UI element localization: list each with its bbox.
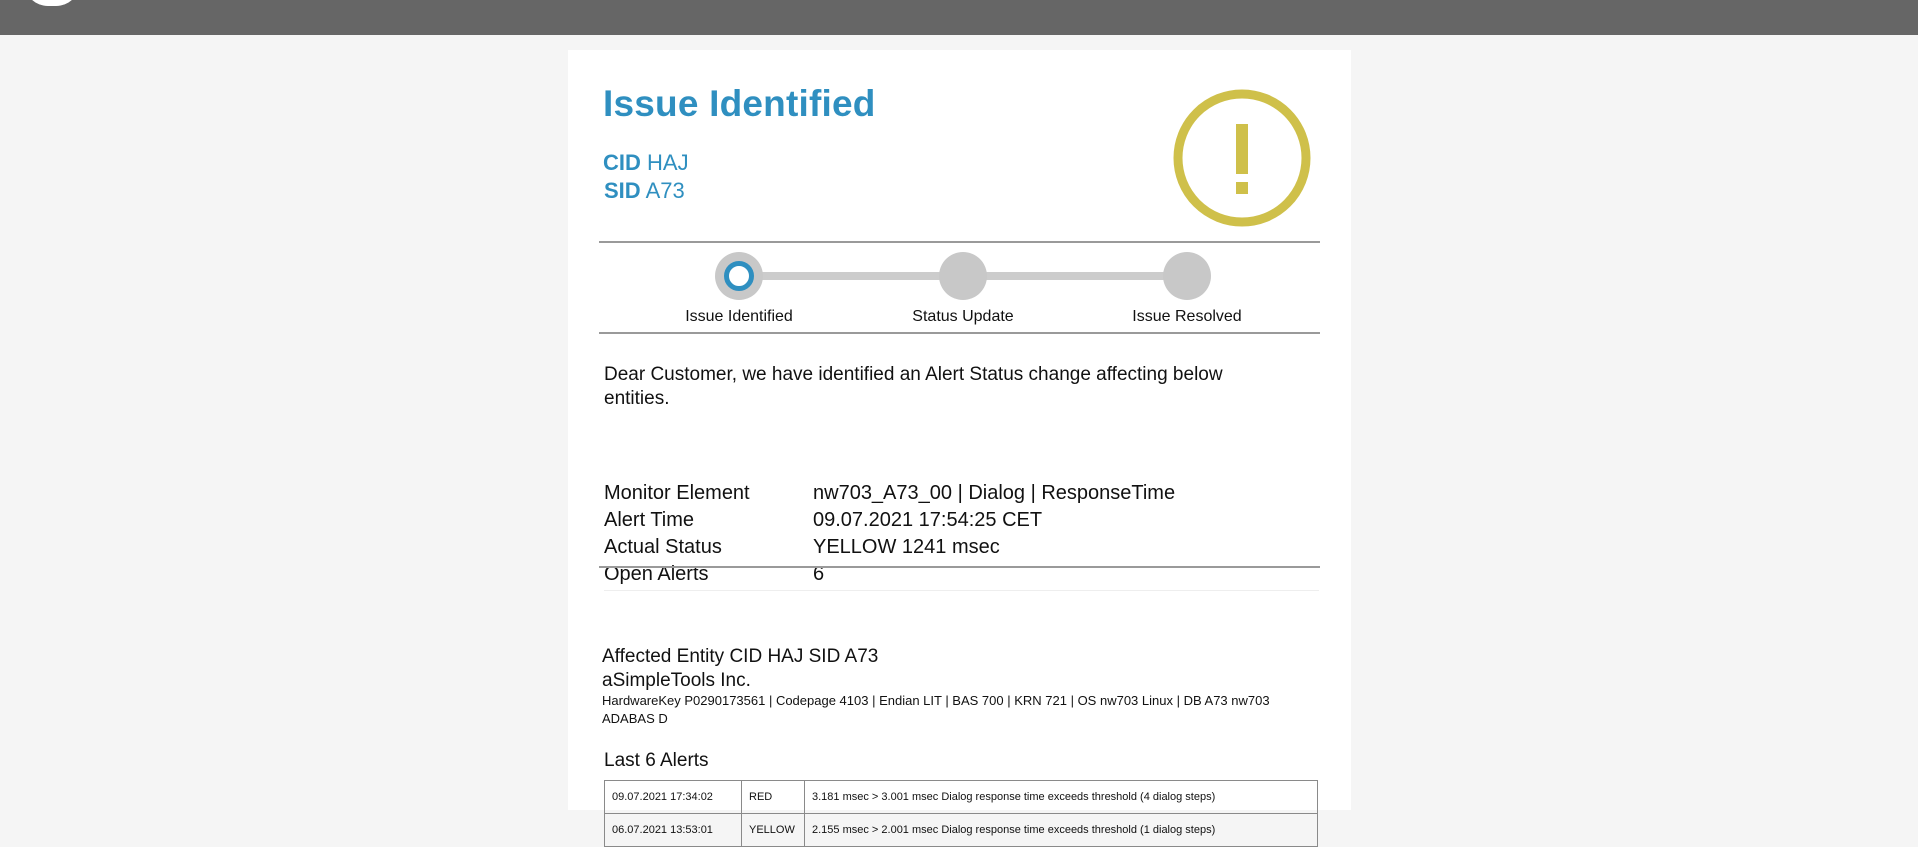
detail-key: Alert Time bbox=[604, 509, 695, 531]
alert-status-cell: YELLOW bbox=[742, 814, 805, 847]
cid-line bbox=[603, 150, 689, 176]
alert-message-cell: 2.155 msec > 2.001 msec Dialog response time exceeds threshold (1 dialog steps) bbox=[805, 814, 1318, 847]
detail-key: Open Alerts bbox=[604, 563, 709, 585]
detail-value: nw703_A73_00 | Dialog | ResponseTime bbox=[813, 482, 1176, 504]
detail-value: 09.07.2021 17:54:25 CET bbox=[813, 509, 1043, 531]
cid-value: HAJ bbox=[647, 150, 689, 175]
divider bbox=[599, 566, 1320, 568]
alert-time-cell: 06.07.2021 13:53:01 bbox=[605, 814, 742, 847]
detail-separator bbox=[604, 590, 1319, 591]
detail-key: Monitor Element bbox=[604, 482, 750, 504]
alert-time-cell: 09.07.2021 17:34:02 bbox=[605, 781, 742, 814]
cid-label: CID bbox=[603, 150, 641, 175]
exclamation-circle-icon bbox=[1172, 88, 1312, 228]
notification-card bbox=[568, 50, 1351, 836]
sid-value: A73 bbox=[645, 178, 685, 203]
top-bar bbox=[0, 0, 1918, 35]
entity-info: HardwareKey P0290173561 | Codepage 4103 | Endian LIT | BAS 700 | KRN 721 | OS nw703 Linux | DB A73 nw703 ADABAS D bbox=[602, 693, 1270, 726]
entity-title: Affected Entity CID HAJ SID A73 bbox=[602, 646, 879, 667]
table-row bbox=[605, 781, 1318, 814]
detail-value: YELLOW 1241 msec bbox=[813, 536, 1000, 558]
step-issue-identified-label: Issue Identified bbox=[685, 308, 793, 325]
sid-line bbox=[604, 178, 685, 204]
detail-row bbox=[604, 536, 1319, 563]
alert-details bbox=[604, 482, 1319, 590]
step-issue-resolved-dot bbox=[1163, 252, 1211, 300]
last-alerts-title: Last 6 Alerts bbox=[604, 750, 709, 771]
divider bbox=[599, 241, 1320, 243]
step-issue-resolved-label: Issue Resolved bbox=[1132, 308, 1242, 325]
detail-row bbox=[604, 482, 1319, 509]
alert-status-cell: RED bbox=[742, 781, 805, 814]
step-issue-identified-dot bbox=[715, 252, 763, 300]
intro-message: Dear Customer, we have identified an Alert Status change affecting below entities. bbox=[604, 364, 1223, 409]
step-status-update-label: Status Update bbox=[912, 308, 1014, 325]
sid-label: SID bbox=[604, 178, 641, 203]
page-title: Issue Identified bbox=[603, 83, 876, 124]
table-row bbox=[605, 814, 1318, 847]
logo[interactable] bbox=[24, 0, 80, 6]
detail-key: Actual Status bbox=[604, 536, 722, 558]
alert-message-cell: 3.181 msec > 3.001 msec Dialog response time exceeds threshold (4 dialog steps) bbox=[805, 781, 1318, 814]
divider bbox=[599, 332, 1320, 334]
detail-value: 6 bbox=[813, 563, 825, 585]
detail-row bbox=[604, 509, 1319, 536]
step-status-update-dot bbox=[939, 252, 987, 300]
alerts-table bbox=[604, 780, 1318, 847]
entity-company: aSimpleTools Inc. bbox=[602, 670, 751, 691]
